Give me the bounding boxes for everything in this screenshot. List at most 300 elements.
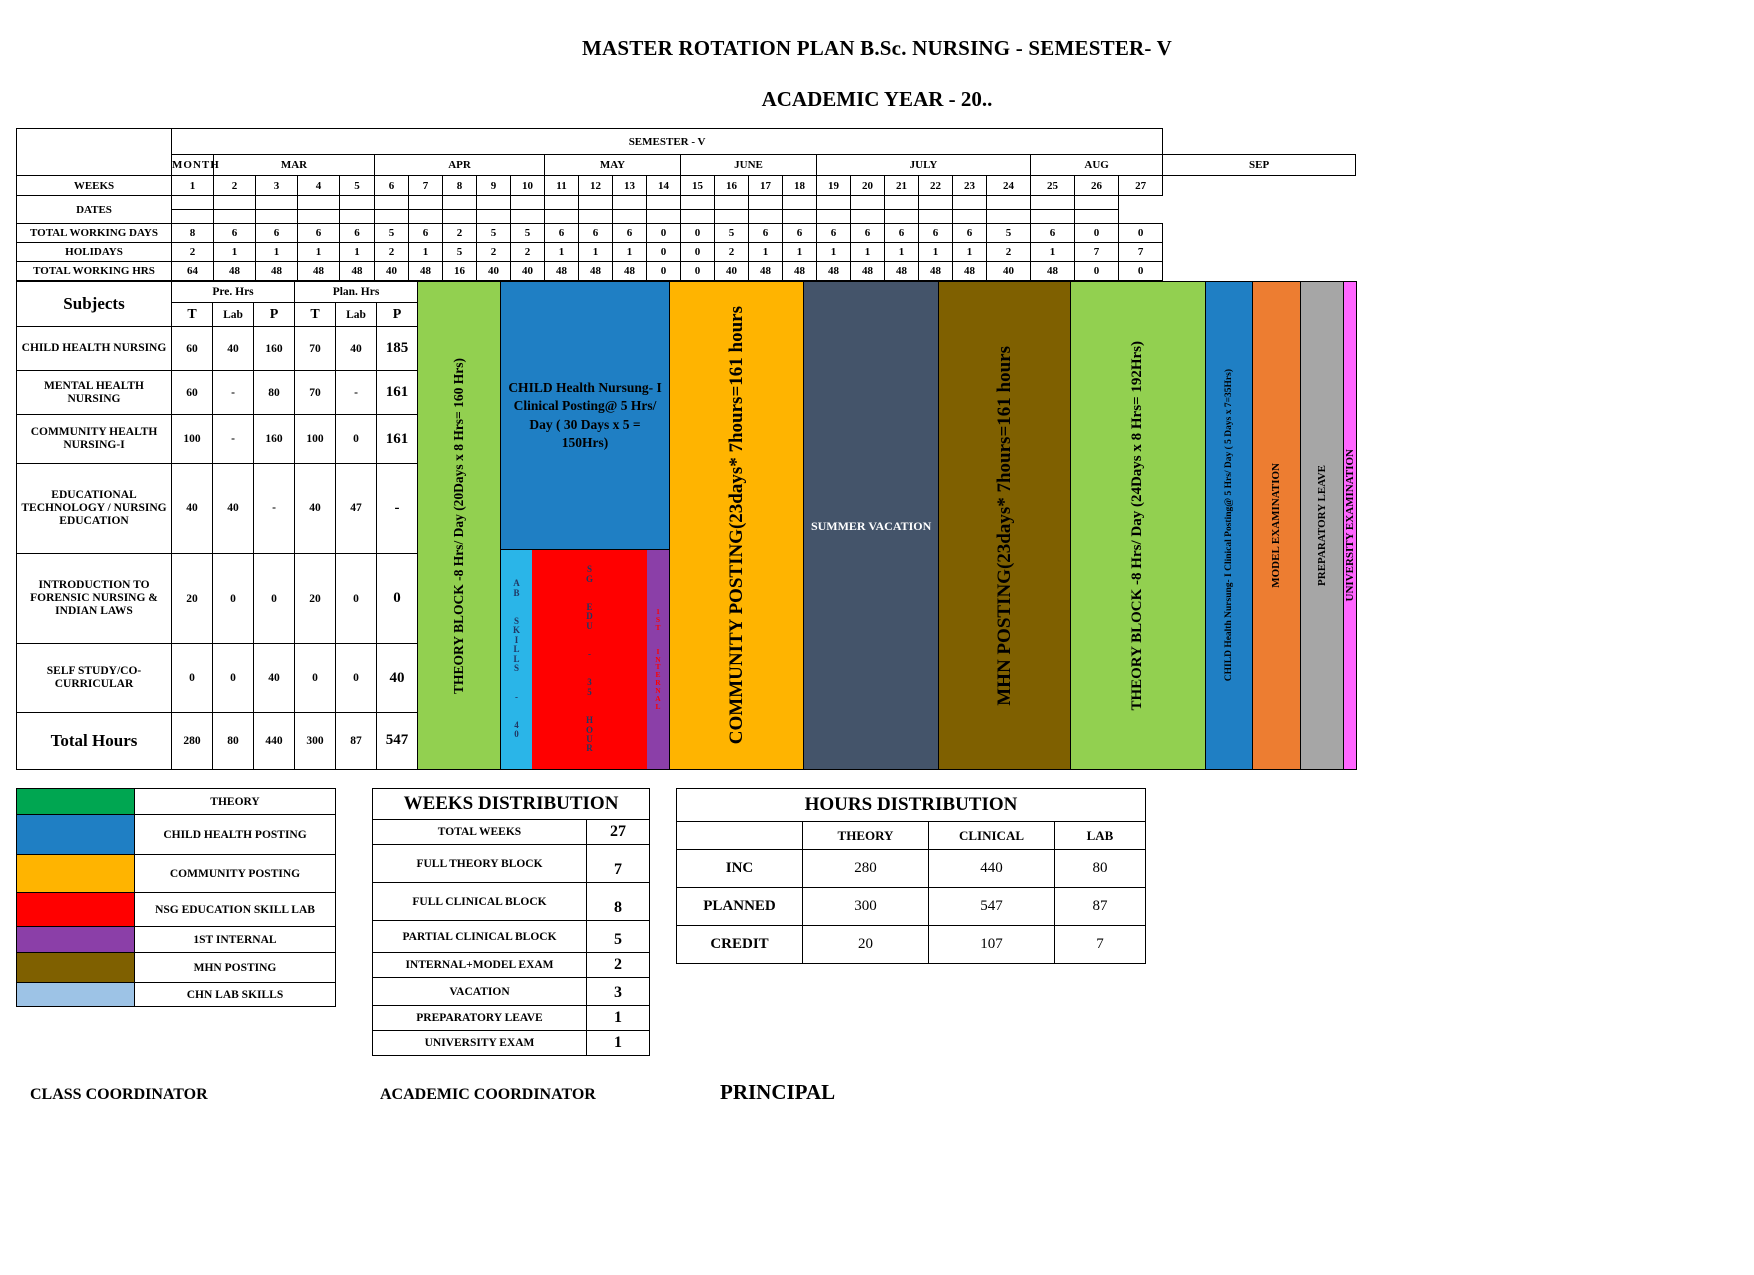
weeks-dist-value: 27 bbox=[587, 820, 650, 845]
week-cell: 6 bbox=[375, 176, 409, 196]
working-days-cell: 6 bbox=[214, 224, 256, 243]
hours-distribution-title: HOURS DISTRIBUTION bbox=[677, 789, 1146, 822]
week-cell: 19 bbox=[817, 176, 851, 196]
date-cell[interactable] bbox=[340, 196, 375, 210]
working-hrs-cell: 48 bbox=[214, 262, 256, 281]
date-cell[interactable] bbox=[298, 210, 340, 224]
week-cell: 16 bbox=[715, 176, 749, 196]
holidays-cell: 2 bbox=[375, 243, 409, 262]
legend-label: NSG EDUCATION SKILL LAB bbox=[135, 893, 336, 927]
block-theory-block-2[interactable] bbox=[1071, 282, 1205, 769]
date-cell[interactable] bbox=[1031, 196, 1075, 210]
working-days-cell: 0 bbox=[681, 224, 715, 243]
legend-swatch-chn-lab-skills bbox=[17, 983, 135, 1007]
subject-value: 0 bbox=[377, 554, 418, 644]
week-cell: 17 bbox=[749, 176, 783, 196]
hours-distribution-table bbox=[676, 788, 1146, 964]
col-pre-p: P bbox=[254, 302, 295, 326]
working-days-cell: 6 bbox=[340, 224, 375, 243]
subject-value: 0 bbox=[254, 554, 295, 644]
block-label: CHILD Health Nursung- I Clinical Posting@ 5 Hrs/ Day ( 5 Days x 7=35Hrs) bbox=[1223, 369, 1234, 682]
legend-swatch-community-posting bbox=[17, 855, 135, 893]
date-cell[interactable] bbox=[749, 210, 783, 224]
hours-value: 547 bbox=[929, 888, 1055, 926]
week-cell: 23 bbox=[953, 176, 987, 196]
working-days-cell: 0 bbox=[647, 224, 681, 243]
subject-value: 161 bbox=[377, 371, 418, 415]
working-days-cell: 0 bbox=[1075, 224, 1119, 243]
block-summer-vacation[interactable] bbox=[804, 282, 938, 769]
week-cell: 3 bbox=[256, 176, 298, 196]
block-label: A B S K I L L S - 4 0 bbox=[513, 578, 521, 740]
weeks-dist-value: 7 bbox=[587, 845, 650, 883]
working-hrs-cell: 48 bbox=[409, 262, 443, 281]
hours-col-lab: LAB bbox=[1055, 822, 1146, 850]
working-hrs-cell: 40 bbox=[375, 262, 409, 281]
month-may: MAY bbox=[545, 155, 681, 176]
holidays-cell: 1 bbox=[579, 243, 613, 262]
holidays-cell: 0 bbox=[647, 243, 681, 262]
block-label: S G E D U - 3 5 H O U R bbox=[586, 564, 594, 754]
date-cell[interactable] bbox=[919, 196, 953, 210]
date-cell[interactable] bbox=[817, 196, 851, 210]
hours-col-clinical: CLINICAL bbox=[929, 822, 1055, 850]
working-hrs-cell: 16 bbox=[443, 262, 477, 281]
working-days-cell: 6 bbox=[1031, 224, 1075, 243]
block-label: THEORY BLOCK -8 Hrs/ Day (20Days x 8 Hrs= 160 Hrs) bbox=[451, 357, 467, 694]
legend-swatch-child-health-posting bbox=[17, 815, 135, 855]
hours-row-label: PLANNED bbox=[677, 888, 803, 926]
week-cell: 8 bbox=[443, 176, 477, 196]
working-hrs-cell: 48 bbox=[298, 262, 340, 281]
weeks-dist-label: FULL CLINICAL BLOCK bbox=[373, 883, 587, 921]
subject-name: SELF STUDY/CO-CURRICULAR bbox=[17, 644, 172, 712]
date-cell[interactable] bbox=[783, 210, 817, 224]
block-label: THEORY BLOCK -8 Hrs/ Day (24Days x 8 Hrs= 192Hrs) bbox=[1129, 340, 1146, 711]
date-cell[interactable] bbox=[1075, 210, 1119, 224]
footer-principal: PRINCIPAL bbox=[720, 1080, 836, 1104]
working-hrs-cell: 48 bbox=[749, 262, 783, 281]
subjects-col-header: Subjects bbox=[17, 282, 172, 327]
date-cell[interactable] bbox=[885, 210, 919, 224]
weeks-dist-label: FULL THEORY BLOCK bbox=[373, 845, 587, 883]
date-cell[interactable] bbox=[409, 210, 443, 224]
block-label: MODEL EXAMINATION bbox=[1270, 463, 1283, 588]
holidays-cell: 1 bbox=[613, 243, 647, 262]
working-hrs-cell: 48 bbox=[885, 262, 919, 281]
holidays-cell: 1 bbox=[783, 243, 817, 262]
date-cell[interactable] bbox=[214, 210, 256, 224]
total-hours-value: 440 bbox=[254, 712, 295, 769]
date-cell[interactable] bbox=[613, 210, 647, 224]
working-hrs-cell: 64 bbox=[172, 262, 214, 281]
weeks-dist-label: TOTAL WEEKS bbox=[373, 820, 587, 845]
subject-value: 40 bbox=[295, 463, 336, 553]
legend-swatch-theory bbox=[17, 789, 135, 815]
row-label-working-hrs: TOTAL WORKING HRS bbox=[17, 262, 172, 281]
weeks-dist-value: 5 bbox=[587, 921, 650, 953]
holidays-cell: 1 bbox=[817, 243, 851, 262]
month-label: MONTH bbox=[172, 155, 214, 176]
holidays-cell: 2 bbox=[511, 243, 545, 262]
date-cell[interactable] bbox=[477, 196, 511, 210]
hours-value: 87 bbox=[1055, 888, 1146, 926]
block-community-posting[interactable] bbox=[670, 282, 804, 769]
working-days-cell: 6 bbox=[851, 224, 885, 243]
working-days-cell: 6 bbox=[817, 224, 851, 243]
week-cell: 27 bbox=[1119, 176, 1163, 196]
holidays-cell: 1 bbox=[545, 243, 579, 262]
working-hrs-cell: 48 bbox=[545, 262, 579, 281]
working-hrs-cell: 48 bbox=[953, 262, 987, 281]
block-model-examination[interactable] bbox=[1253, 282, 1300, 769]
week-cell: 12 bbox=[579, 176, 613, 196]
working-days-cell: 8 bbox=[172, 224, 214, 243]
date-cell[interactable] bbox=[953, 196, 987, 210]
total-hours-value: 87 bbox=[336, 712, 377, 769]
working-days-cell: 6 bbox=[409, 224, 443, 243]
date-cell[interactable] bbox=[851, 210, 885, 224]
weeks-dist-label: PARTIAL CLINICAL BLOCK bbox=[373, 921, 587, 953]
legend-label: THEORY bbox=[135, 789, 336, 815]
weeks-dist-label: PREPARATORY LEAVE bbox=[373, 1006, 587, 1031]
holidays-cell: 1 bbox=[1031, 243, 1075, 262]
grid-corner-blank bbox=[17, 129, 172, 176]
subject-value: 60 bbox=[172, 327, 213, 371]
working-hrs-cell: 0 bbox=[647, 262, 681, 281]
date-cell[interactable] bbox=[579, 196, 613, 210]
working-hrs-cell: 48 bbox=[256, 262, 298, 281]
subject-value: 80 bbox=[254, 371, 295, 415]
date-cell[interactable] bbox=[409, 196, 443, 210]
working-hrs-cell: 48 bbox=[613, 262, 647, 281]
week-cell: 15 bbox=[681, 176, 715, 196]
hours-value: 300 bbox=[803, 888, 929, 926]
weeks-dist-value: 1 bbox=[587, 1006, 650, 1031]
week-cell: 1 bbox=[172, 176, 214, 196]
page-subtitle: ACADEMIC YEAR - 20.. bbox=[761, 87, 993, 111]
date-cell[interactable] bbox=[851, 196, 885, 210]
group-plan-hrs: Plan. Hrs bbox=[295, 282, 418, 303]
block-university-examination[interactable] bbox=[1344, 282, 1356, 769]
col-plan-t: T bbox=[295, 302, 336, 326]
holidays-cell: 7 bbox=[1075, 243, 1119, 262]
block-child-health-posting[interactable] bbox=[501, 282, 669, 550]
subject-name: COMMUNITY HEALTH NURSING-I bbox=[17, 415, 172, 463]
total-hours-value: 300 bbox=[295, 712, 336, 769]
holidays-cell: 1 bbox=[851, 243, 885, 262]
block-mhn-posting[interactable] bbox=[939, 282, 1071, 769]
date-cell[interactable] bbox=[172, 210, 214, 224]
working-hrs-cell: 40 bbox=[477, 262, 511, 281]
date-cell[interactable] bbox=[443, 196, 477, 210]
date-cell[interactable] bbox=[987, 196, 1031, 210]
block-preparatory-leave[interactable] bbox=[1301, 282, 1344, 769]
date-cell[interactable] bbox=[783, 196, 817, 210]
subject-value: - bbox=[213, 415, 254, 463]
holidays-cell: 1 bbox=[749, 243, 783, 262]
date-cell[interactable] bbox=[375, 196, 409, 210]
working-days-cell: 0 bbox=[1119, 224, 1163, 243]
block-label: COMMUNITY POSTING(23days* 7hours=161 hours bbox=[725, 306, 747, 745]
working-days-cell: 6 bbox=[919, 224, 953, 243]
working-days-cell: 6 bbox=[256, 224, 298, 243]
subject-value: 185 bbox=[377, 327, 418, 371]
weeks-dist-value: 3 bbox=[587, 978, 650, 1006]
holidays-cell: 0 bbox=[681, 243, 715, 262]
working-hrs-cell: 48 bbox=[817, 262, 851, 281]
footer-class-coordinator: CLASS COORDINATOR bbox=[30, 1086, 208, 1103]
working-days-cell: 6 bbox=[953, 224, 987, 243]
subject-value: 70 bbox=[295, 371, 336, 415]
subject-value: - bbox=[377, 463, 418, 553]
subject-value: 20 bbox=[295, 554, 336, 644]
hours-col-blank bbox=[677, 822, 803, 850]
subject-value: 40 bbox=[254, 644, 295, 712]
date-cell[interactable] bbox=[375, 210, 409, 224]
block-nsg-education-skill-lab[interactable] bbox=[532, 550, 647, 769]
legend-label: 1ST INTERNAL bbox=[135, 927, 336, 953]
date-cell[interactable] bbox=[919, 210, 953, 224]
rotation-plan-table bbox=[16, 128, 1356, 281]
subject-value: 40 bbox=[377, 644, 418, 712]
subject-value: 20 bbox=[172, 554, 213, 644]
working-hrs-cell: 40 bbox=[511, 262, 545, 281]
col-pre-lab: Lab bbox=[213, 302, 254, 326]
block-child-health-posting-2[interactable] bbox=[1206, 282, 1253, 769]
col-plan-p: P bbox=[377, 302, 418, 326]
holidays-cell: 1 bbox=[953, 243, 987, 262]
date-cell[interactable] bbox=[579, 210, 613, 224]
week-cell: 5 bbox=[340, 176, 375, 196]
subject-value: 70 bbox=[295, 327, 336, 371]
block-label: UNIVERSITY EXAMINATION bbox=[1344, 449, 1357, 602]
subject-value: 0 bbox=[336, 415, 377, 463]
working-hrs-cell: 40 bbox=[715, 262, 749, 281]
subject-value: 100 bbox=[295, 415, 336, 463]
legend-label: COMMUNITY POSTING bbox=[135, 855, 336, 893]
total-hours-value: 280 bbox=[172, 712, 213, 769]
month-aug: AUG bbox=[1031, 155, 1163, 176]
rotation-blocks-region bbox=[418, 281, 1357, 770]
working-days-cell: 5 bbox=[511, 224, 545, 243]
week-cell: 22 bbox=[919, 176, 953, 196]
working-hrs-cell: 0 bbox=[1075, 262, 1119, 281]
date-cell[interactable] bbox=[545, 210, 579, 224]
week-cell: 11 bbox=[545, 176, 579, 196]
date-cell[interactable] bbox=[715, 196, 749, 210]
date-cell[interactable] bbox=[647, 196, 681, 210]
legend-label: MHN POSTING bbox=[135, 953, 336, 983]
weeks-label: WEEKS bbox=[17, 176, 172, 196]
group-pre-hrs: Pre. Hrs bbox=[172, 282, 295, 303]
hours-value: 280 bbox=[803, 850, 929, 888]
month-apr: APR bbox=[375, 155, 545, 176]
semester-header: SEMESTER - V bbox=[172, 129, 1163, 155]
working-days-cell: 5 bbox=[715, 224, 749, 243]
holidays-cell: 7 bbox=[1119, 243, 1163, 262]
date-cell[interactable] bbox=[681, 210, 715, 224]
col-pre-t: T bbox=[172, 302, 213, 326]
subject-value: - bbox=[213, 371, 254, 415]
holidays-cell: 1 bbox=[409, 243, 443, 262]
month-mar: MAR bbox=[214, 155, 375, 176]
working-days-cell: 6 bbox=[885, 224, 919, 243]
date-cell[interactable] bbox=[340, 210, 375, 224]
hours-value: 20 bbox=[803, 926, 929, 964]
week-cell: 2 bbox=[214, 176, 256, 196]
date-cell[interactable] bbox=[1031, 210, 1075, 224]
working-days-cell: 6 bbox=[783, 224, 817, 243]
date-cell[interactable] bbox=[987, 210, 1031, 224]
weeks-distribution-table bbox=[372, 788, 650, 1056]
block-label: MHN POSTING(23days* 7hours=161 hours bbox=[993, 345, 1015, 706]
holidays-cell: 2 bbox=[172, 243, 214, 262]
date-cell[interactable] bbox=[511, 210, 545, 224]
legend-swatch-first-internal bbox=[17, 927, 135, 953]
subject-value: 40 bbox=[213, 463, 254, 553]
subject-value: - bbox=[254, 463, 295, 553]
subject-name: CHILD HEALTH NURSING bbox=[17, 327, 172, 371]
subject-value: 100 bbox=[172, 415, 213, 463]
block-first-internal[interactable] bbox=[647, 550, 669, 769]
week-cell: 7 bbox=[409, 176, 443, 196]
date-cell[interactable] bbox=[885, 196, 919, 210]
subject-value: 0 bbox=[213, 554, 254, 644]
legend-label: CHILD HEALTH POSTING bbox=[135, 815, 336, 855]
subject-value: 47 bbox=[336, 463, 377, 553]
working-hrs-cell: 0 bbox=[681, 262, 715, 281]
weeks-dist-label: INTERNAL+MODEL EXAM bbox=[373, 953, 587, 978]
hours-value: 440 bbox=[929, 850, 1055, 888]
block-label: 1 S T I N T E R N A L bbox=[655, 607, 661, 711]
date-cell[interactable] bbox=[953, 210, 987, 224]
weeks-dist-value: 1 bbox=[587, 1031, 650, 1056]
subject-name: INTRODUCTION TO FORENSIC NURSING & INDIAN LAWS bbox=[17, 554, 172, 644]
holidays-cell: 2 bbox=[715, 243, 749, 262]
row-label-holidays: HOLIDAYS bbox=[17, 243, 172, 262]
block-label: SUMMER VACATION bbox=[810, 518, 932, 533]
block-theory-block-1[interactable] bbox=[418, 282, 501, 769]
holidays-cell: 2 bbox=[477, 243, 511, 262]
subject-value: - bbox=[336, 371, 377, 415]
working-days-cell: 5 bbox=[987, 224, 1031, 243]
legend-table bbox=[16, 788, 336, 1007]
weeks-distribution-title: WEEKS DISTRIBUTION bbox=[373, 789, 650, 820]
date-cell[interactable] bbox=[749, 196, 783, 210]
dates-label: DATES bbox=[17, 196, 172, 224]
date-cell[interactable] bbox=[172, 196, 214, 210]
subject-name: MENTAL HEALTH NURSING bbox=[17, 371, 172, 415]
date-cell[interactable] bbox=[443, 210, 477, 224]
weeks-dist-value: 8 bbox=[587, 883, 650, 921]
week-cell: 14 bbox=[647, 176, 681, 196]
week-cell: 13 bbox=[613, 176, 647, 196]
working-hrs-cell: 48 bbox=[1031, 262, 1075, 281]
subject-value: 0 bbox=[336, 644, 377, 712]
hours-row-label: CREDIT bbox=[677, 926, 803, 964]
holidays-cell: 1 bbox=[298, 243, 340, 262]
legend-swatch-nsg-education-skill-lab bbox=[17, 893, 135, 927]
date-cell[interactable] bbox=[477, 210, 511, 224]
col-plan-lab: Lab bbox=[336, 302, 377, 326]
working-days-cell: 5 bbox=[477, 224, 511, 243]
date-cell[interactable] bbox=[817, 210, 851, 224]
total-hours-value: 80 bbox=[213, 712, 254, 769]
hours-col-theory: THEORY bbox=[803, 822, 929, 850]
month-july: JULY bbox=[817, 155, 1031, 176]
date-cell[interactable] bbox=[613, 196, 647, 210]
working-hrs-cell: 0 bbox=[1119, 262, 1163, 281]
date-cell[interactable] bbox=[298, 196, 340, 210]
row-label-working-days: TOTAL WORKING DAYS bbox=[17, 224, 172, 243]
weeks-dist-label: VACATION bbox=[373, 978, 587, 1006]
subject-value: 160 bbox=[254, 327, 295, 371]
subject-value: 40 bbox=[336, 327, 377, 371]
subject-value: 0 bbox=[295, 644, 336, 712]
legend-label: CHN LAB SKILLS bbox=[135, 983, 336, 1007]
holidays-cell: 1 bbox=[256, 243, 298, 262]
working-days-cell: 6 bbox=[579, 224, 613, 243]
subject-value: 0 bbox=[213, 644, 254, 712]
subject-name: EDUCATIONAL TECHNOLOGY / NURSING EDUCATION bbox=[17, 463, 172, 553]
block-chn-lab-skills[interactable] bbox=[501, 550, 532, 769]
subject-value: 0 bbox=[336, 554, 377, 644]
week-cell: 4 bbox=[298, 176, 340, 196]
subjects-table bbox=[16, 281, 418, 770]
week-cell: 9 bbox=[477, 176, 511, 196]
date-cell[interactable] bbox=[681, 196, 715, 210]
block-label: PREPARATORY LEAVE bbox=[1315, 465, 1328, 586]
date-cell[interactable] bbox=[214, 196, 256, 210]
month-sep: SEP bbox=[1163, 155, 1356, 176]
hours-value: 107 bbox=[929, 926, 1055, 964]
week-cell: 10 bbox=[511, 176, 545, 196]
subject-value: 40 bbox=[213, 327, 254, 371]
date-cell[interactable] bbox=[256, 210, 298, 224]
subject-value: 161 bbox=[377, 415, 418, 463]
working-days-cell: 5 bbox=[375, 224, 409, 243]
working-hrs-cell: 48 bbox=[783, 262, 817, 281]
subject-value: 0 bbox=[172, 644, 213, 712]
page-title: MASTER ROTATION PLAN B.Sc. NURSING - SEMESTER- V bbox=[581, 36, 1173, 60]
date-cell[interactable] bbox=[715, 210, 749, 224]
week-cell: 24 bbox=[987, 176, 1031, 196]
working-days-cell: 6 bbox=[298, 224, 340, 243]
working-hrs-cell: 48 bbox=[340, 262, 375, 281]
working-days-cell: 6 bbox=[749, 224, 783, 243]
week-cell: 21 bbox=[885, 176, 919, 196]
working-hrs-cell: 48 bbox=[579, 262, 613, 281]
working-hrs-cell: 40 bbox=[987, 262, 1031, 281]
week-cell: 25 bbox=[1031, 176, 1075, 196]
working-days-cell: 6 bbox=[545, 224, 579, 243]
date-cell[interactable] bbox=[647, 210, 681, 224]
hours-value: 7 bbox=[1055, 926, 1146, 964]
working-hrs-cell: 48 bbox=[851, 262, 885, 281]
date-cell[interactable] bbox=[1075, 196, 1119, 210]
date-cell[interactable] bbox=[545, 196, 579, 210]
legend-swatch-mhn-posting bbox=[17, 953, 135, 983]
holidays-cell: 1 bbox=[340, 243, 375, 262]
date-cell[interactable] bbox=[511, 196, 545, 210]
subject-value: 40 bbox=[172, 463, 213, 553]
date-cell[interactable] bbox=[256, 196, 298, 210]
week-cell: 26 bbox=[1075, 176, 1119, 196]
weeks-dist-value: 2 bbox=[587, 953, 650, 978]
week-cell: 18 bbox=[783, 176, 817, 196]
total-hours-value: 547 bbox=[377, 712, 418, 769]
